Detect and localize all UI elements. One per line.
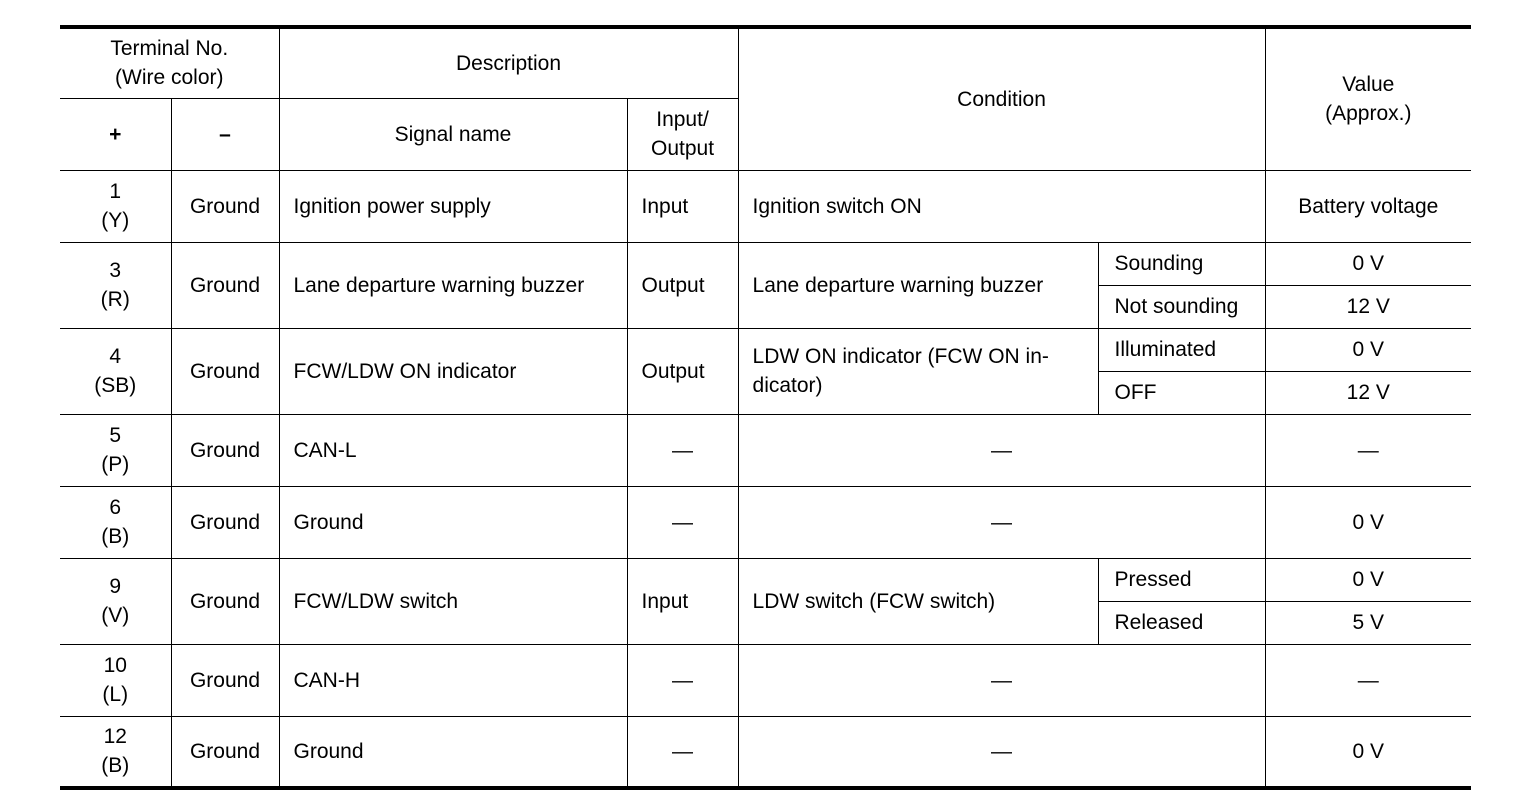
table-row <box>60 716 1471 788</box>
io-cell: Input <box>627 170 738 242</box>
ground-cell: Ground <box>171 414 279 486</box>
condition-cell: Ignition switch ON <box>738 170 1265 242</box>
terminal-number: 9 <box>109 575 122 598</box>
terminal-cell <box>60 716 171 788</box>
signal-cell: CAN-H <box>279 644 627 716</box>
io-cell: Output <box>627 328 738 414</box>
condition-cell: — <box>738 486 1265 558</box>
terminal-number: 10 <box>103 654 127 677</box>
ground-cell: Ground <box>171 242 279 328</box>
table-row <box>60 170 1471 242</box>
wire-color: (B) <box>101 754 130 778</box>
table-row <box>60 414 1471 486</box>
condition-cell: — <box>738 716 1265 788</box>
table-row <box>60 486 1471 558</box>
terminal-cell <box>60 414 171 486</box>
table-row <box>60 558 1471 601</box>
ground-cell: Ground <box>171 644 279 716</box>
signal-cell: CAN-L <box>279 414 627 486</box>
value-cell: Battery voltage <box>1265 170 1471 242</box>
terminal-cell <box>60 328 171 414</box>
io-label-line1: Input/ <box>656 108 709 131</box>
wire-color: (R) <box>100 288 130 311</box>
signal-cell: Lane departure warning buzzer <box>279 242 627 328</box>
value-label: Value <box>1342 73 1395 97</box>
wire-color: (P) <box>101 453 130 476</box>
table-row <box>60 644 1471 716</box>
ground-cell: Ground <box>171 558 279 644</box>
terminal-header <box>60 27 279 98</box>
terminal-number: 1 <box>109 180 122 203</box>
signal-cell: FCW/LDW ON indicator <box>279 328 627 414</box>
condition-cell: LDW switch (FCW switch) <box>738 558 1098 644</box>
io-cell: — <box>627 414 738 486</box>
terminal-number: 6 <box>109 496 122 519</box>
condition-cell <box>738 328 1098 414</box>
terminal-cell <box>60 644 171 716</box>
io-cell: Output <box>627 242 738 328</box>
value-cell: 0 V <box>1265 242 1471 285</box>
io-header <box>627 98 738 170</box>
state-cell: Released <box>1098 601 1265 644</box>
value-header <box>1265 27 1471 170</box>
header-row <box>60 27 1471 98</box>
state-cell: Not sounding <box>1098 285 1265 328</box>
table-row <box>60 328 1471 371</box>
ground-cell: Ground <box>171 486 279 558</box>
terminal-number: 4 <box>109 345 122 368</box>
wire-color: (Y) <box>101 209 130 232</box>
value-cell: 12 V <box>1265 371 1471 414</box>
io-cell: — <box>627 644 738 716</box>
condition-header <box>738 27 1265 170</box>
terminal-cell <box>60 242 171 328</box>
description-header <box>279 27 738 98</box>
wire-color: (L) <box>102 683 129 706</box>
condition-cell: — <box>738 644 1265 716</box>
state-cell: OFF <box>1098 371 1265 414</box>
value-cell: 12 V <box>1265 285 1471 328</box>
signal-cell: FCW/LDW switch <box>279 558 627 644</box>
wire-color: (B) <box>101 525 130 548</box>
description-label: Description <box>455 51 562 75</box>
ground-cell: Ground <box>171 328 279 414</box>
value-cell: 0 V <box>1265 716 1471 788</box>
minus-header: – <box>171 98 279 170</box>
wire-color: (SB) <box>94 374 137 397</box>
wire-color-label: (Wire color) <box>115 66 224 90</box>
terminal-number: 12 <box>103 725 127 749</box>
ground-cell: Ground <box>171 170 279 242</box>
value-cell: 0 V <box>1265 486 1471 558</box>
io-label-line2: Output <box>650 137 715 160</box>
plus-header: + <box>60 98 171 170</box>
wire-color: (V) <box>101 604 130 627</box>
table-row <box>60 242 1471 285</box>
terminal-spec-table <box>60 25 1471 790</box>
condition-line: LDW ON indicator (FCW ON in- <box>752 345 1049 368</box>
signal-name-header: Signal name <box>279 98 627 170</box>
io-cell: — <box>627 716 738 788</box>
io-cell: Input <box>627 558 738 644</box>
value-cell: 5 V <box>1265 601 1471 644</box>
value-cell: 0 V <box>1265 328 1471 371</box>
signal-cell: Ground <box>279 486 627 558</box>
condition-line: dicator) <box>752 374 823 397</box>
terminal-cell <box>60 486 171 558</box>
signal-cell: Ignition power supply <box>279 170 627 242</box>
value-cell: — <box>1265 414 1471 486</box>
terminal-cell <box>60 170 171 242</box>
state-cell: Sounding <box>1098 242 1265 285</box>
value-cell: 0 V <box>1265 558 1471 601</box>
ground-cell: Ground <box>171 716 279 788</box>
condition-cell: — <box>738 414 1265 486</box>
terminal-number: 5 <box>109 424 122 447</box>
io-cell: — <box>627 486 738 558</box>
state-cell: Pressed <box>1098 558 1265 601</box>
state-cell: Illuminated <box>1098 328 1265 371</box>
signal-cell: Ground <box>279 716 627 788</box>
value-cell: — <box>1265 644 1471 716</box>
terminal-number: 3 <box>109 259 122 282</box>
approx-label: (Approx.) <box>1325 102 1412 126</box>
terminal-cell <box>60 558 171 644</box>
condition-cell: Lane departure warning buzzer <box>738 242 1098 328</box>
terminal-label: Terminal No. <box>110 37 229 61</box>
condition-label: Condition <box>957 87 1046 111</box>
